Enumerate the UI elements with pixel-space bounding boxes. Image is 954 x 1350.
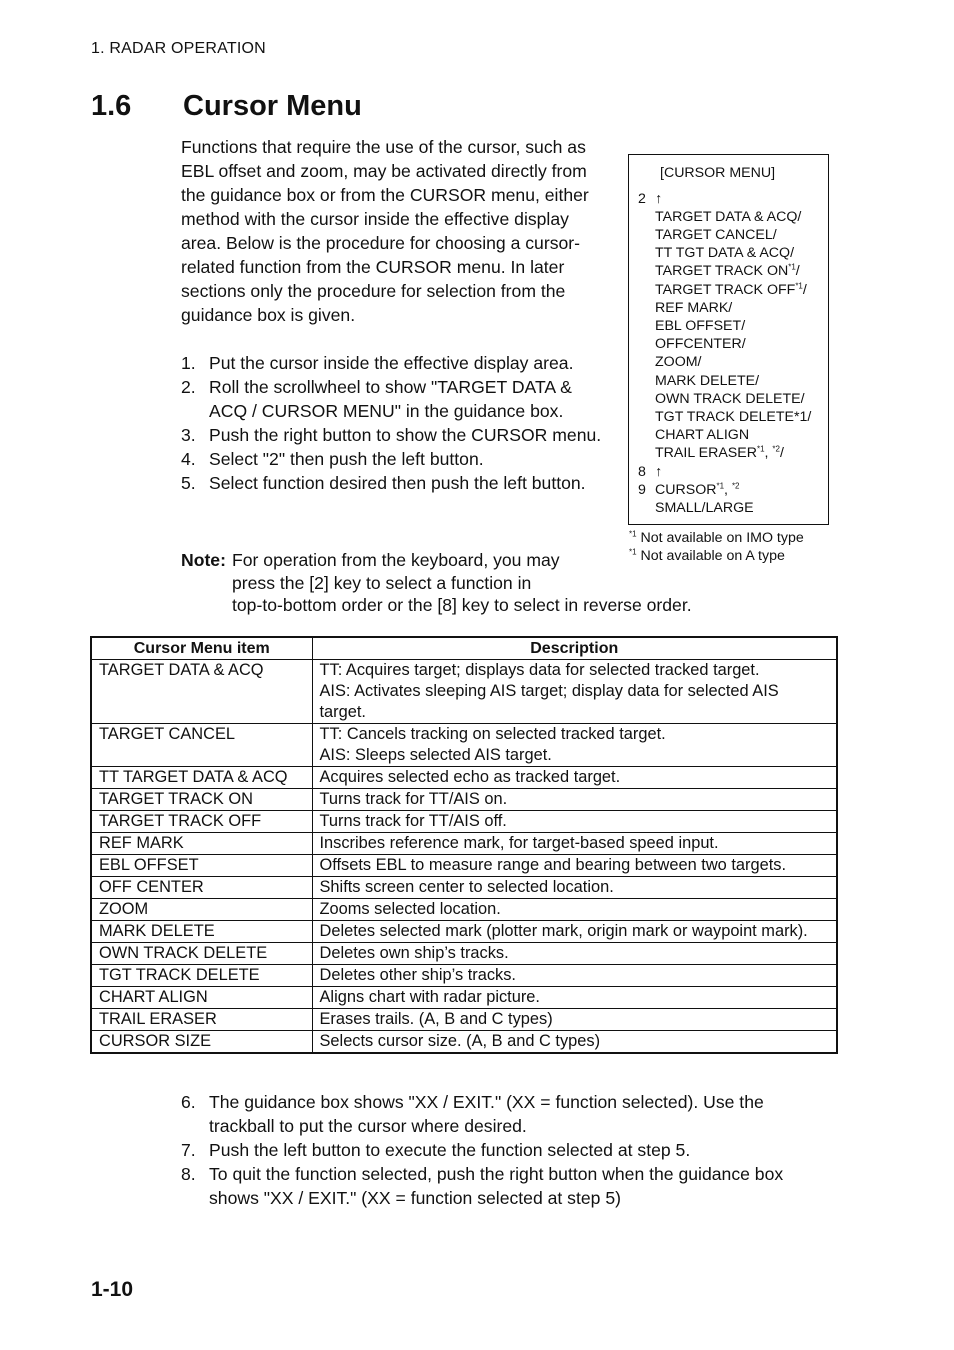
cursor-menu-box bbox=[628, 154, 829, 525]
table-cell-item: TARGET TRACK OFF bbox=[91, 811, 312, 833]
menu-key-9: 9 bbox=[638, 482, 646, 498]
table-cell-description: Aligns chart with radar picture. bbox=[312, 987, 837, 1009]
table-row bbox=[91, 877, 837, 899]
description-line: AIS: Activates sleeping AIS target; display data for selected AIS target. bbox=[319, 682, 779, 721]
table-row bbox=[91, 899, 837, 921]
table-row bbox=[91, 811, 837, 833]
step-text: Select function desired then push the left button. bbox=[209, 473, 586, 493]
page-number: 1-10 bbox=[91, 1278, 134, 1301]
table-cell-item: OWN TRACK DELETE bbox=[91, 943, 312, 965]
table-cell-item: ZOOM bbox=[91, 899, 312, 921]
menu-item: SMALL/LARGE bbox=[655, 500, 754, 516]
menu-separator: / bbox=[779, 445, 784, 461]
note-line: For operation from the keyboard, you may bbox=[232, 550, 560, 570]
menu-item-text: CURSOR bbox=[655, 482, 717, 498]
table-cell-item: TARGET DATA & ACQ bbox=[91, 660, 312, 724]
menu-separator: , bbox=[764, 445, 773, 461]
step-item bbox=[181, 1138, 831, 1162]
table-cell-description: Acquires selected echo as tracked target. bbox=[312, 767, 837, 789]
step-item bbox=[181, 1162, 831, 1210]
section-number: 1.6 bbox=[91, 90, 132, 122]
step-number: 8. bbox=[181, 1164, 196, 1184]
menu-key-row bbox=[638, 463, 662, 481]
up-arrow-icon: ↑ bbox=[655, 464, 663, 480]
footnote-mark: *2 bbox=[772, 444, 780, 454]
step-text: Select "2" then push the left button. bbox=[209, 449, 484, 469]
table-cell-item: REF MARK bbox=[91, 833, 312, 855]
table-header-row bbox=[91, 637, 837, 660]
table-cell-description bbox=[312, 724, 837, 767]
menu-key-8: 8 bbox=[638, 464, 646, 480]
table-cell-description: Selects cursor size. (A, B and C types) bbox=[312, 1031, 837, 1054]
intro-paragraph: Functions that require the use of the cursor, such as EBL offset and zoom, may be activated directly from the guidance box or from the CURSOR menu, either method with the cursor inside the effective display area. Below is the procedure for choosing a cursor-related function from the CURSOR menu. In later sections only the procedure for selection from the guidance box is given. bbox=[181, 137, 589, 325]
step-item bbox=[181, 447, 611, 471]
menu-item: TARGET CANCEL/ bbox=[655, 227, 777, 243]
column-header: Description bbox=[312, 637, 837, 660]
description-line: TT: Cancels tracking on selected tracked target. bbox=[319, 725, 666, 743]
table-row bbox=[91, 724, 837, 767]
step-item bbox=[181, 423, 611, 447]
table-cell-description: Turns track for TT/AIS off. bbox=[312, 811, 837, 833]
footnote-text: Not available on IMO type bbox=[636, 530, 804, 546]
cursor-menu-title: [CURSOR MENU] bbox=[660, 165, 776, 181]
table-cell-description: Erases trails. (A, B and C types) bbox=[312, 1009, 837, 1031]
table-row bbox=[91, 987, 837, 1009]
menu-item: OFFCENTER/ bbox=[655, 336, 746, 352]
table-row bbox=[91, 921, 837, 943]
menu-item: OWN TRACK DELETE/ bbox=[655, 391, 805, 407]
step-text: To quit the function selected, push the right button when the guidance box shows "XX / EXIT." (XX = function selected at step 5) bbox=[209, 1164, 784, 1208]
footnote-mark: *1 bbox=[795, 281, 803, 291]
note-line: press the [2] key to select a function in bbox=[232, 572, 532, 593]
menu-item-text: TRAIL ERASER bbox=[655, 445, 757, 461]
table-row bbox=[91, 965, 837, 987]
table-cell-description: Zooms selected location. bbox=[312, 899, 837, 921]
step-text: Push the left button to execute the function selected at step 5. bbox=[209, 1140, 691, 1160]
note-label: Note: bbox=[181, 550, 226, 570]
menu-separator: , bbox=[724, 482, 732, 498]
table-cell-item: TGT TRACK DELETE bbox=[91, 965, 312, 987]
step-text: Put the cursor inside the effective display area. bbox=[209, 353, 574, 373]
procedure-steps bbox=[181, 351, 611, 495]
table-cell-description bbox=[312, 660, 837, 724]
table-cell-item: TARGET CANCEL bbox=[91, 724, 312, 767]
footnote-mark: *2 bbox=[731, 481, 740, 491]
table-cell-item: TRAIL ERASER bbox=[91, 1009, 312, 1031]
table-cell-description: Inscribes reference mark, for target-based speed input. bbox=[312, 833, 837, 855]
menu-item: TARGET DATA & ACQ/ bbox=[655, 209, 802, 225]
footnote-mark: *1 bbox=[788, 262, 796, 272]
table-row bbox=[91, 789, 837, 811]
step-text: Roll the scrollwheel to show "TARGET DATA & ACQ / CURSOR MENU" in the guidance box. bbox=[209, 377, 572, 421]
table-cell-description: Shifts screen center to selected location. bbox=[312, 877, 837, 899]
step-item bbox=[181, 375, 611, 423]
step-text: The guidance box shows "XX / EXIT." (XX = function selected). Use the trackball to put the cursor where desired. bbox=[209, 1092, 764, 1136]
table-cell-item: MARK DELETE bbox=[91, 921, 312, 943]
menu-item-text: TARGET TRACK ON bbox=[655, 263, 789, 279]
menu-separator: / bbox=[795, 263, 800, 279]
menu-item: EBL OFFSET/ bbox=[655, 318, 746, 334]
table-cell-description: Deletes selected mark (plotter mark, origin mark or waypoint mark). bbox=[312, 921, 837, 943]
table-row bbox=[91, 1031, 837, 1054]
up-arrow-icon: ↑ bbox=[655, 191, 663, 207]
footnote-mark: *1 bbox=[629, 547, 637, 557]
section-heading bbox=[91, 90, 362, 123]
step-text: Push the right button to show the CURSOR menu. bbox=[209, 425, 602, 445]
menu-item: TGT TRACK DELETE*1/ bbox=[655, 409, 812, 425]
step-number: 4. bbox=[181, 449, 196, 469]
menu-item bbox=[655, 444, 784, 462]
table-cell-item: TARGET TRACK ON bbox=[91, 789, 312, 811]
menu-separator: / bbox=[802, 282, 807, 298]
menu-item bbox=[655, 262, 800, 280]
menu-item: REF MARK/ bbox=[655, 300, 733, 316]
menu-key-2: 2 bbox=[638, 191, 646, 207]
procedure-steps-continued bbox=[181, 1090, 831, 1210]
step-number: 7. bbox=[181, 1140, 196, 1160]
cursor-menu-table bbox=[90, 636, 838, 1054]
table-cell-item: CHART ALIGN bbox=[91, 987, 312, 1009]
menu-item: MARK DELETE/ bbox=[655, 373, 760, 389]
menu-item: CHART ALIGN bbox=[655, 427, 750, 443]
step-number: 2. bbox=[181, 377, 196, 397]
table-cell-description: Turns track for TT/AIS on. bbox=[312, 789, 837, 811]
footnote-mark: *1 bbox=[716, 481, 725, 491]
table-row bbox=[91, 767, 837, 789]
footnote-mark: *1 bbox=[756, 444, 765, 454]
step-item bbox=[181, 471, 611, 495]
table-row bbox=[91, 855, 837, 877]
menu-item-text: TARGET TRACK OFF bbox=[655, 282, 796, 298]
footnote bbox=[629, 530, 804, 546]
table-row bbox=[91, 660, 837, 724]
column-header: Cursor Menu item bbox=[91, 637, 312, 660]
step-item bbox=[181, 351, 611, 375]
running-header: 1. RADAR OPERATION bbox=[91, 40, 266, 57]
menu-item bbox=[655, 281, 807, 299]
step-number: 3. bbox=[181, 425, 196, 445]
footnote-mark: *1 bbox=[629, 529, 637, 539]
description-line: TT: Acquires target; displays data for selected tracked target. bbox=[319, 661, 760, 679]
note-line: top-to-bottom order or the [8] key to select in reverse order. bbox=[232, 595, 692, 615]
table-cell-item: OFF CENTER bbox=[91, 877, 312, 899]
section-title: Cursor Menu bbox=[183, 90, 362, 122]
menu-item: TT TGT DATA & ACQ/ bbox=[655, 245, 795, 261]
table-cell-description: Deletes other ship’s tracks. bbox=[312, 965, 837, 987]
footnote bbox=[629, 548, 785, 564]
menu-key-row bbox=[638, 190, 662, 208]
table-row bbox=[91, 943, 837, 965]
step-number: 1. bbox=[181, 353, 196, 373]
table-cell-item: EBL OFFSET bbox=[91, 855, 312, 877]
step-number: 5. bbox=[181, 473, 196, 493]
table-row bbox=[91, 1009, 837, 1031]
table-cell-item: TT TARGET DATA & ACQ bbox=[91, 767, 312, 789]
footnote-text: Not available on A type bbox=[636, 548, 785, 564]
table-cell-description: Offsets EBL to measure range and bearing between two targets. bbox=[312, 855, 837, 877]
menu-key-row bbox=[638, 481, 740, 499]
step-number: 6. bbox=[181, 1092, 196, 1112]
step-item bbox=[181, 1090, 831, 1138]
table-cell-description: Deletes own ship’s tracks. bbox=[312, 943, 837, 965]
table-row bbox=[91, 833, 837, 855]
menu-item: ZOOM/ bbox=[655, 354, 702, 370]
table-cell-item: CURSOR SIZE bbox=[91, 1031, 312, 1054]
description-line: AIS: Sleeps selected AIS target. bbox=[319, 746, 552, 764]
